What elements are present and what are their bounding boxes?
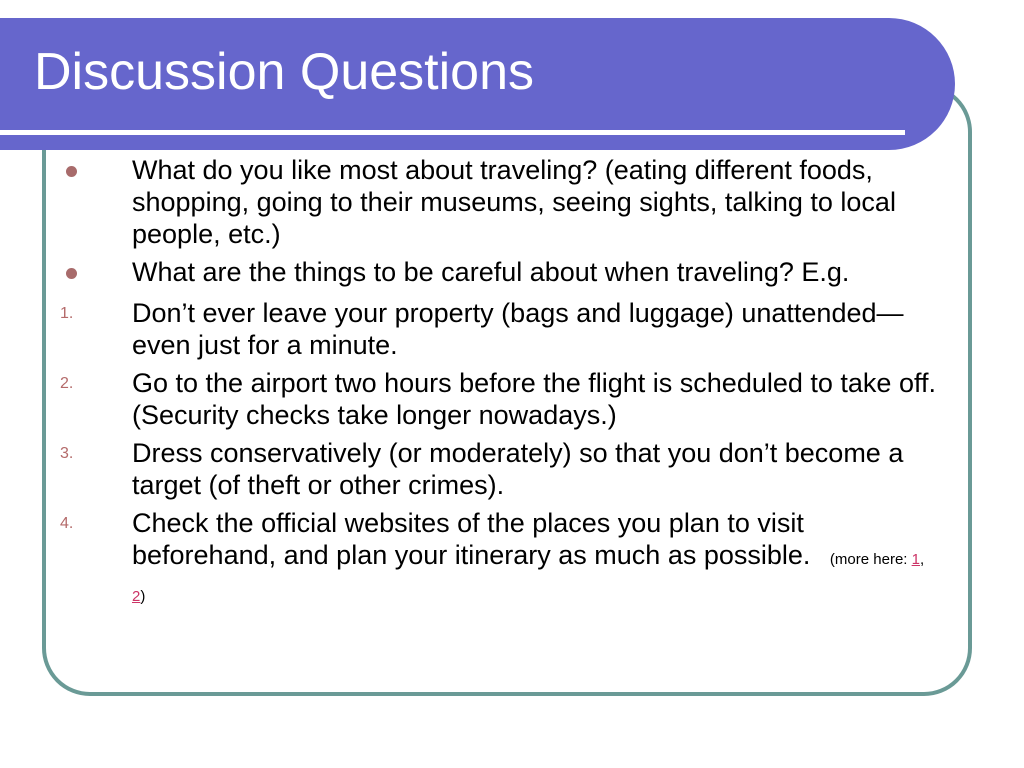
list-item-content [132, 507, 940, 613]
list-item-text: Go to the airport two hours before the flight is scheduled to take off. (Security checks take longer nowadays.) [132, 368, 936, 430]
reference-link-1[interactable]: 1 [911, 551, 920, 568]
list-item [60, 437, 940, 501]
bullet-marker [60, 256, 132, 291]
number-marker: 2. [60, 375, 74, 392]
number-marker: 4. [60, 515, 74, 532]
title-underline [0, 130, 905, 135]
list-item [60, 297, 940, 361]
discussion-list [60, 154, 940, 619]
list-item [60, 507, 940, 613]
bullet-marker [60, 154, 132, 189]
number-marker: 1. [60, 305, 74, 322]
list-item-text: What do you like most about traveling? (eating different foods, shopping, going to their museums, seeing sights, talking to local people, etc.) [132, 155, 896, 249]
list-item-text: Check the official websites of the places you plan to visit beforehand, and plan your itinerary as much as possible. [132, 508, 811, 570]
list-item-text: What are the things to be careful about when traveling? E.g. [132, 257, 850, 287]
bullet-dot-icon [66, 268, 77, 279]
more-note-prefix: (more here: [829, 551, 912, 568]
list-item-text: Don’t ever leave your property (bags and luggage) unattended—even just for a minute. [132, 298, 904, 360]
more-note-separator: , [919, 551, 925, 568]
list-item-text: Dress conservatively (or moderately) so that you don’t become a target (of theft or other crimes). [132, 438, 904, 500]
more-note-suffix: ) [140, 588, 146, 605]
number-marker: 3. [60, 445, 74, 462]
bullet-dot-icon [66, 166, 77, 177]
reference-link-2[interactable]: 2 [132, 588, 141, 605]
list-item [60, 256, 940, 291]
list-item [60, 367, 940, 431]
list-item [60, 154, 940, 250]
slide-title: Discussion Questions [34, 43, 534, 101]
